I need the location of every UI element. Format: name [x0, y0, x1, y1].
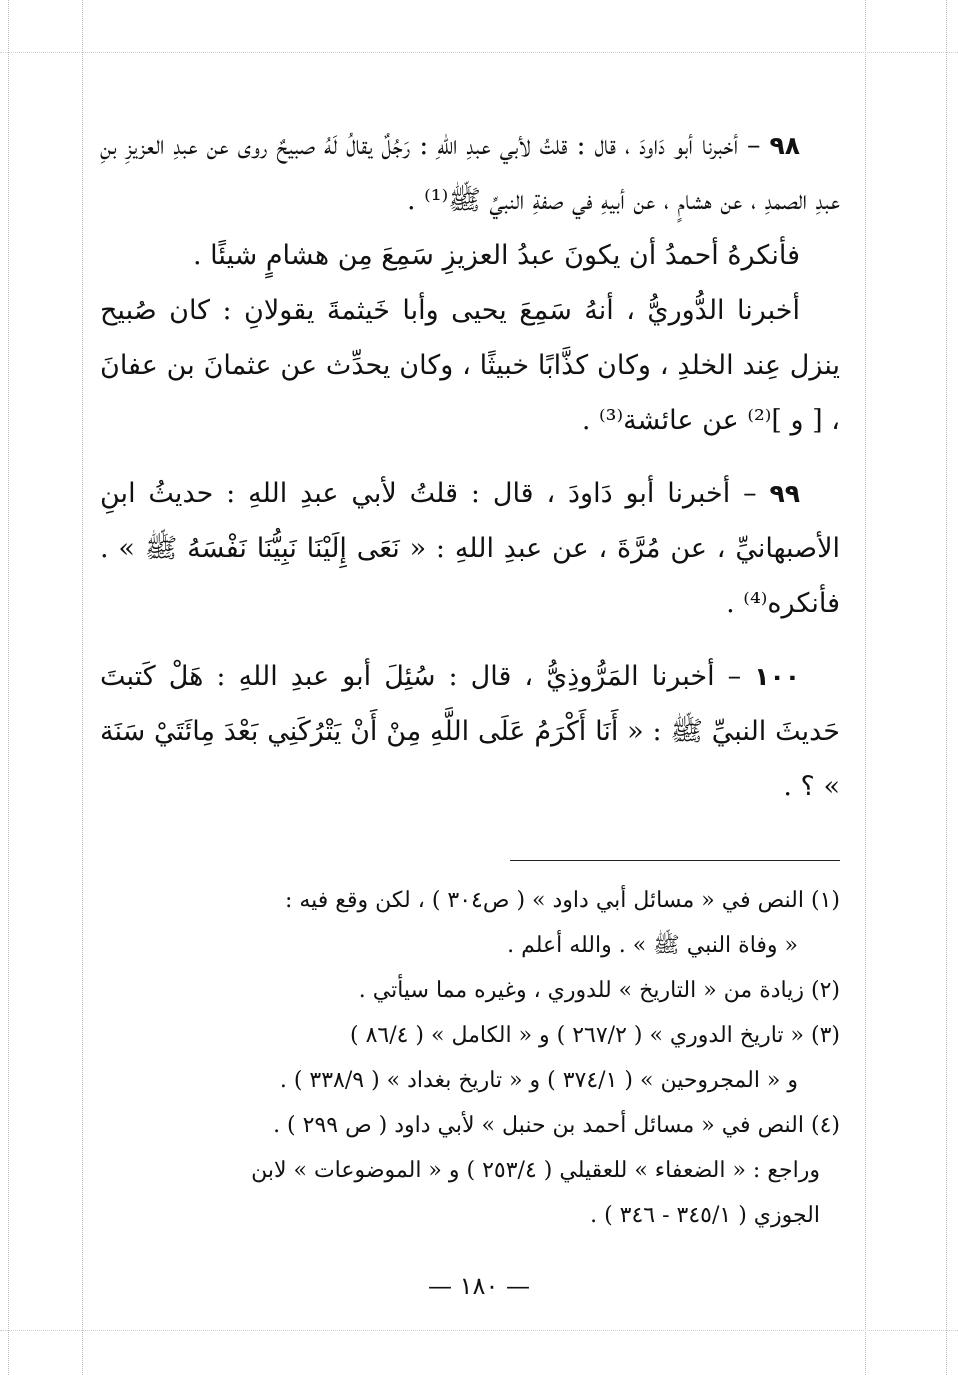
entry-paragraph: أخبرنا الدُّوريُّ ، أنهُ سَمِعَ يحيى وأبا خَيثمةَ يقولانِ : كان صُبيح ينزل عِند الخلدِ ، وكان كذَّابًا خبيثًا ، وكان يحدِّث عن عثمانَ بن عفانَ ، [ و ]⁽²⁾ عن عائشة⁽³⁾ . [100, 295, 840, 436]
footnote-text: النص في « مسائل أحمد بن حنبل » لأبي داود ( ص ٢٩٩ ) . [273, 1113, 804, 1138]
footnote-separator [510, 860, 840, 861]
main-text [100, 118, 840, 832]
footnote-4-extra [110, 1148, 840, 1238]
footnote-marker: (٣) [810, 1023, 840, 1048]
footnote-4 [110, 1103, 840, 1148]
margin-dotted-line [0, 1330, 958, 1331]
margin-dotted-line [82, 0, 83, 1375]
footnote-marker: (١) [810, 888, 840, 913]
footnote-marker: (٤) [810, 1113, 840, 1138]
entry-paragraph [100, 118, 840, 228]
footnote-text: وراجع : « الضعفاء » للعقيلي ( ٢٥٣/٤ ) و « الموضوعات » لابن [251, 1158, 820, 1183]
entry-number: ١٠٠ [754, 662, 800, 691]
footnote-2 [110, 968, 840, 1013]
entry-paragraph [100, 649, 840, 814]
entry-paragraph [100, 466, 840, 631]
footnotes [110, 878, 840, 1238]
footnote-text: « تاريخ الدوري » ( ٢٦٧/٢ ) و « الكامل » ( ٨٦/٤ ) [349, 1023, 804, 1048]
entry-number: ٩٩ [769, 479, 800, 508]
entry-number: ٩٨ [769, 131, 800, 160]
entry-text: – أخبرنا المَرُّوذِيُّ ، قال : سُئِلَ أبو عبدِ اللهِ : هَلْ كَتبتَ حَديثَ النبيِّ ﷺ : « أَنَا أَكْرَمُ عَلَى اللَّهِ مِنْ أَنْ يَتْرُكَنِي بَعْدَ مِائَتَيْ سَنَة » ؟ . [100, 661, 840, 802]
margin-dotted-line [865, 0, 866, 1375]
page-number: — ١٨٠ — [428, 1272, 530, 1300]
entry-text: – أخبرنا أبو دَاودَ ، قال : قلتُ لأبي عبدِ اللهِ : رَجُلٌ يقالُ لَهُ صبيحٌ روى عن عبدِ العزيزِ بنِ عبدِ الصمدِ ، عن هشامٍ ، عن أبيهِ في صفةِ النبيِّ ﷺ⁽¹⁾ . [100, 130, 840, 216]
footnote-continuation: و « المجروحين » ( ٣٧٤/١ ) و « تاريخ بغداد » ( ٣٣٨/٩ ) . [279, 1068, 798, 1093]
footnote-1 [110, 878, 840, 968]
footnote-text: النص في « مسائل أبي داود » ( ص٣٠٤ ) ، لكن وقع فيه : [284, 888, 804, 913]
footnote-3 [110, 1013, 840, 1103]
footnote-continuation: « وفاة النبي ﷺ » . والله أعلم . [507, 933, 798, 958]
entry-100 [100, 649, 840, 814]
margin-dotted-line [8, 0, 9, 1375]
entry-text: – أخبرنا أبو دَاودَ ، قال : قلتُ لأبي عبدِ اللهِ : حديثُ ابنِ الأصبهانيِّ ، عن مُرَّةَ ، عن عبدِ اللهِ : « نَعَى إِلَيْنَا نَبِيُّنَا نَفْسَهُ ﷺ » . فأنكره⁽⁴⁾ . [100, 478, 840, 619]
margin-dotted-line [946, 0, 947, 1375]
entry-99 [100, 466, 840, 631]
entry-paragraph: فأنكرهُ أحمدُ أن يكونَ عبدُ العزيزِ سَمِعَ مِن هشامٍ شيئًا . [192, 240, 800, 271]
margin-dotted-line [0, 52, 958, 53]
footnote-text: زيادة من « التاريخ » للدوري ، وغيره مما سيأتي . [358, 978, 804, 1003]
footnote-marker: (٢) [810, 978, 840, 1003]
entry-98 [100, 118, 840, 448]
footnote-continuation: الجوزي ( ٣٤٥/١ - ٣٤٦ ) . [590, 1203, 820, 1228]
